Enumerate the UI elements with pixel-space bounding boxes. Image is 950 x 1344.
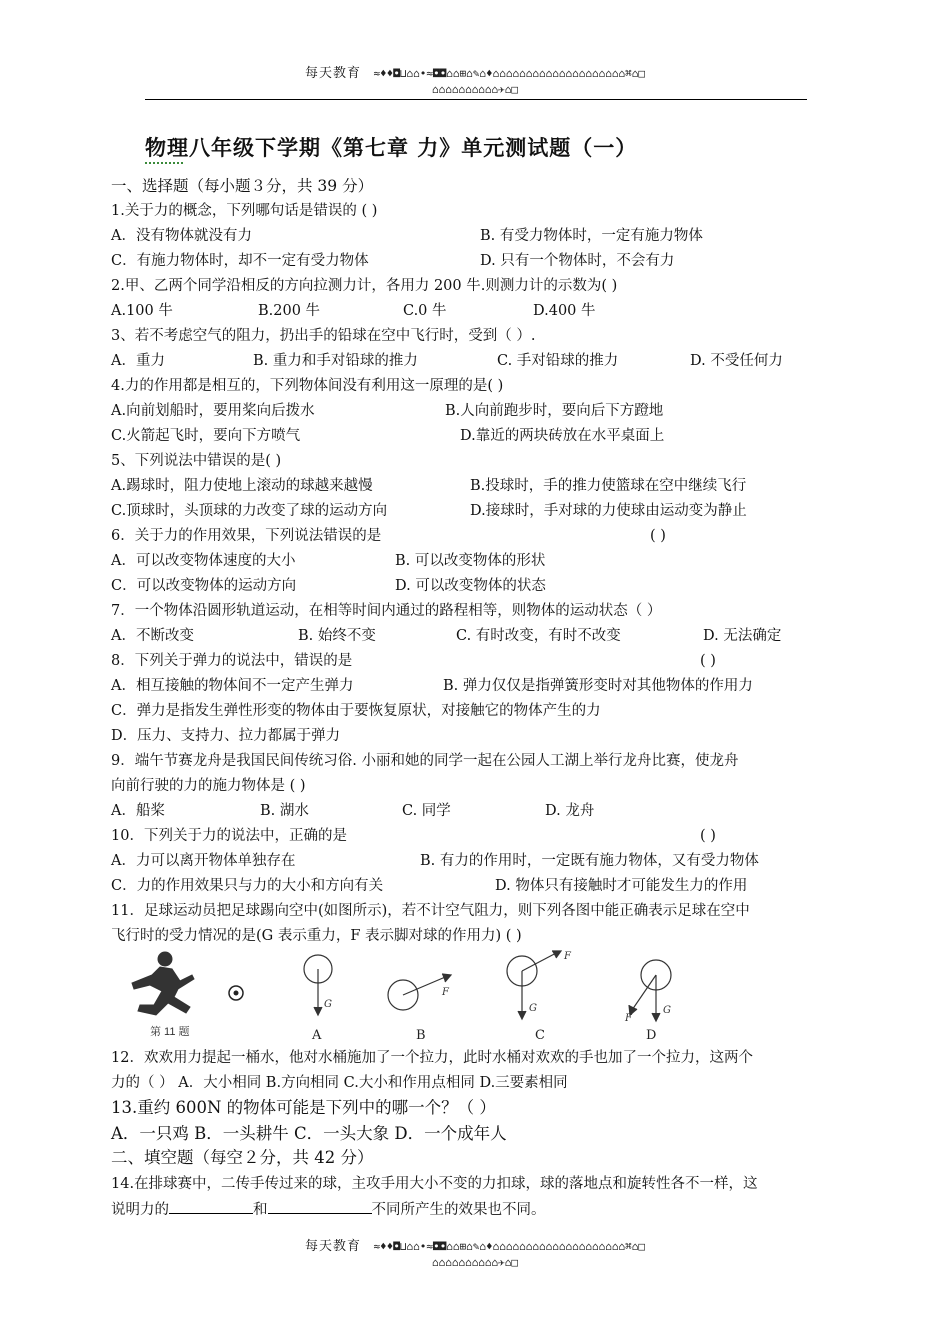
q14-blank-1[interactable] [169, 1199, 253, 1214]
q4-option-b: B.人向前跑步时，要向后下方蹬地 [445, 403, 664, 419]
q14-stem-2 [111, 1199, 546, 1220]
q3-stem: 3、若不考虑空气的阻力，扔出手的铅球在空中飞行时，受到（ ）. [111, 328, 536, 344]
q1-option-b: B. 有受力物体时，一定有施力物体 [480, 228, 703, 244]
q2-option-a: A.100 牛 [111, 303, 173, 319]
q7-option-b: B. 始终不变 [298, 628, 376, 644]
q11-figure-caption: 第 11 题 [150, 1026, 190, 1038]
q10-answer-paren: ( ) [700, 828, 716, 844]
header-garbled-text-2: ⌂⌂⌂⌂⌂⌂⌂⌂⌂⌂✈⌂□ [431, 83, 519, 96]
q2-option-d: D.400 牛 [533, 303, 596, 319]
q13-options: A．一只鸡 B．一头耕牛 C．一头大象 D．一个成年人 [111, 1124, 507, 1143]
q11-b-f-label: F [442, 987, 449, 998]
q7-option-a: A．不断改变 [111, 628, 194, 644]
q7-option-d: D. 无法确定 [703, 628, 782, 644]
q10-option-a: A．力可以离开物体单独存在 [111, 853, 296, 869]
q5-option-b: B.投球时，手的推力使篮球在空中继续飞行 [470, 478, 747, 494]
header-rule [145, 99, 807, 100]
q11-a-g-label: G [324, 999, 332, 1010]
q8-option-c: C．弹力是指发生弹性形变的物体由于要恢复原状，对接触它的物体产生的力 [111, 703, 601, 719]
q1-stem: 1.关于力的概念，下列哪句话是错误的 ( ) [111, 203, 378, 219]
q10-option-c: C．力的作用效果只与力的大小和方向有关 [111, 878, 384, 894]
q13-stem: 13.重约 600N 的物体可能是下列中的哪一个？（ ） [111, 1098, 496, 1117]
q6-option-d: D. 可以改变物体的状态 [395, 578, 546, 594]
q14-text-c: 不同所产生的效果也不同。 [371, 1202, 546, 1218]
footer-brand: 每天教育 [305, 1239, 362, 1254]
q12-stem-2: 力的（ ） A．大小相同 B.方向相同 C.大小和作用点相同 D.三要素相同 [111, 1075, 568, 1091]
q14-text-a: 说明力的 [111, 1202, 169, 1218]
q8-option-b: B. 弹力仅仅是指弹簧形变时对其他物体的作用力 [443, 678, 753, 694]
q9-stem-2: 向前行驶的力的施力物体是 ( ) [111, 778, 306, 794]
q4-option-d: D.靠近的两块砖放在水平桌面上 [460, 428, 665, 444]
q11-label-c: C [535, 1028, 545, 1043]
q6-stem: 6．关于力的作用效果，下列说法错误的是 [111, 528, 382, 544]
soccer-player-icon [132, 952, 194, 1015]
q3-option-b: B. 重力和手对铅球的推力 [253, 353, 418, 369]
q2-stem: 2.甲、乙两个同学沿相反的方向拉测力计，各用力 200 牛.则测力计的示数为( ) [111, 278, 618, 294]
page-title: 物理八年级下学期《第七章 力》单元测试题（一） [145, 135, 638, 160]
q12-stem-1: 12．欢欢用力提起一桶水，他对水桶施加了一个拉力，此时水桶对欢欢的手也加了一个拉力，这两个 [111, 1050, 753, 1066]
q11-d-f-label: F [625, 1013, 632, 1024]
q1-option-d: D. 只有一个物体时，不会有力 [480, 253, 675, 269]
q10-option-d: D. 物体只有接触时才可能发生力的作用 [495, 878, 748, 894]
q11-label-b: B [416, 1028, 426, 1043]
section-2-heading: 二、填空题（每空２分，共 42 分） [111, 1148, 374, 1167]
q6-answer-paren: ( ) [650, 528, 666, 544]
q9-option-a: A．船桨 [111, 803, 165, 819]
q1-option-a: A．没有物体就没有力 [111, 228, 252, 244]
q9-stem-1: 9．端午节赛龙舟是我国民间传统习俗. 小丽和她的同学一起在公园人工湖上举行龙舟比赛，使龙舟 [111, 753, 739, 769]
spellcheck-underline [145, 158, 183, 164]
q5-option-d: D.接球时，手对球的力使球由运动变为静止 [470, 503, 747, 519]
q2-option-b: B.200 牛 [258, 303, 321, 319]
q8-answer-paren: ( ) [700, 653, 716, 669]
q9-option-b: B. 湖水 [260, 803, 309, 819]
q3-option-c: C. 手对铅球的推力 [497, 353, 619, 369]
soccer-ball-icon [229, 986, 243, 1000]
q5-stem: 5、下列说法中错误的是( ) [111, 453, 282, 469]
q5-option-c: C.顶球时，头顶球的力改变了球的运动方向 [111, 503, 388, 519]
q8-stem: 8．下列关于弹力的说法中，错误的是 [111, 653, 353, 669]
page-footer [0, 1239, 950, 1271]
q3-option-d: D. 不受任何力 [690, 353, 783, 369]
q4-stem: 4.力的作用都是相互的，下列物体间没有利用这一原理的是( ) [111, 378, 504, 394]
section-1-heading: 一、选择题（每小题３分，共 39 分） [111, 177, 374, 195]
page-header-top [0, 66, 950, 98]
header-garbled-text: ≈♦♦◘⊔⌂⌂•≈◘◘⌂⌂⊞⌂✎⌂♦⌂⌂⌂⌂⌂⌂⌂⌂⌂⌂⌂⌂⌂⌂⌂⌂⌂⌂⌂⌂⌘⌂□ [373, 67, 645, 80]
q11-label-a: A [312, 1028, 322, 1043]
q5-option-a: A.踢球时，阻力使地上滚动的球越来越慢 [111, 478, 373, 494]
q1-option-c: C．有施力物体时，却不一定有受力物体 [111, 253, 369, 269]
q7-option-c: C. 有时改变，有时不改变 [456, 628, 621, 644]
q8-option-a: A．相互接触的物体间不一定产生弹力 [111, 678, 354, 694]
q9-option-c: C. 同学 [402, 803, 451, 819]
q6-option-c: C．可以改变物体的运动方向 [111, 578, 297, 594]
q11-c-f-label: F [564, 951, 571, 962]
q7-stem: 7．一个物体沿圆形轨道运动，在相等时间内通过的路程相等，则物体的运动状态（ ） [111, 603, 662, 619]
q14-stem-1: 14.在排球赛中，二传手传过来的球，主攻手用大小不变的力扣球，球的落地点和旋转性各不一样，这 [111, 1176, 758, 1192]
q11-label-d: D [646, 1028, 657, 1043]
q6-option-b: B. 可以改变物体的形状 [395, 553, 546, 569]
q10-option-b: B. 有力的作用时，一定既有施力物体，又有受力物体 [420, 853, 759, 869]
q3-option-a: A．重力 [111, 353, 165, 369]
q14-blank-2[interactable] [268, 1199, 372, 1214]
header-brand: 每天教育 [305, 66, 362, 81]
q11-figure [120, 945, 700, 1045]
q11-c-g-label: G [529, 1003, 537, 1014]
q10-stem: 10．下列关于力的说法中，正确的是 [111, 828, 347, 844]
q4-option-a: A.向前划船时，要用桨向后拨水 [111, 403, 315, 419]
q11-stem-1: 11．足球运动员把足球踢向空中(如图所示)，若不计空气阻力，则下列各图中能正确表示足球在空中 [111, 903, 750, 919]
q9-option-d: D. 龙舟 [545, 803, 595, 819]
footer-garbled-text: ≈♦♦◘⊔⌂⌂•≈◘◘⌂⌂⊞⌂✎⌂♦⌂⌂⌂⌂⌂⌂⌂⌂⌂⌂⌂⌂⌂⌂⌂⌂⌂⌂⌂⌂⌘⌂□ [373, 1240, 645, 1253]
q14-text-b: 和 [253, 1202, 268, 1218]
q11-d-g-label: G [663, 1005, 671, 1016]
q6-option-a: A．可以改变物体速度的大小 [111, 553, 296, 569]
q4-option-c: C.火箭起飞时，要向下方喷气 [111, 428, 301, 444]
q8-option-d: D．压力、支持力、拉力都属于弹力 [111, 728, 341, 744]
q2-option-c: C.0 牛 [403, 303, 447, 319]
q11-stem-2: 飞行时的受力情况的是(G 表示重力，F 表示脚对球的作用力) ( ) [111, 928, 522, 944]
footer-garbled-text-2: ⌂⌂⌂⌂⌂⌂⌂⌂⌂⌂✈⌂□ [431, 1256, 519, 1269]
